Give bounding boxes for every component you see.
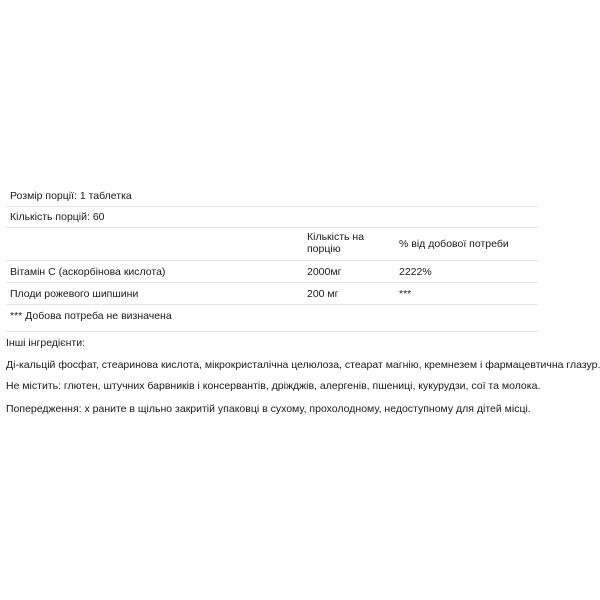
ingredient-amount: 200 мг xyxy=(307,288,339,300)
servings-per-container-text: Кількість порцій: 60 xyxy=(10,211,105,223)
supplement-facts-table xyxy=(6,186,538,332)
serving-size-row xyxy=(6,186,538,207)
ingredient-name: Плоди рожевого шипшини xyxy=(10,288,139,300)
servings-per-container-row xyxy=(6,207,538,228)
table-row xyxy=(6,283,538,305)
footnote-row xyxy=(6,305,538,332)
table-header-row xyxy=(6,228,538,261)
ingredient-daily-value: 2222% xyxy=(399,266,432,278)
other-ingredients-text: Ді-кальцій фосфат, стеаринова кислота, мікрокристалічна целюлоза, стеарат магнію, кремнезем і фармацевтична глазур. xyxy=(6,359,600,371)
other-ingredients-label: Інші інгредієнти: xyxy=(6,337,86,349)
free-from-text: Не містить: глютен, штучних барвників і консервантів, дріжджів, алергенів, пшениці, кукурудзи, сої та молока. xyxy=(6,380,541,392)
footnote-text: *** Добова потреба не визначена xyxy=(10,310,172,322)
daily-value-header: % від добової потреби xyxy=(399,238,509,250)
amount-per-serving-header: Кількість на порцію xyxy=(307,231,365,255)
warning-text: Попередження: х раните в щільно закритій упаковці в сухому, прохолодному, недоступному для дітей місці. xyxy=(6,403,531,415)
ingredient-daily-value: *** xyxy=(399,288,412,300)
ingredient-amount: 2000мг xyxy=(307,266,342,278)
ingredient-name: Вітамін С (аскорбінова кислота) xyxy=(10,266,166,278)
serving-size-text: Розмір порції: 1 таблетка xyxy=(10,190,132,202)
table-row xyxy=(6,261,538,283)
